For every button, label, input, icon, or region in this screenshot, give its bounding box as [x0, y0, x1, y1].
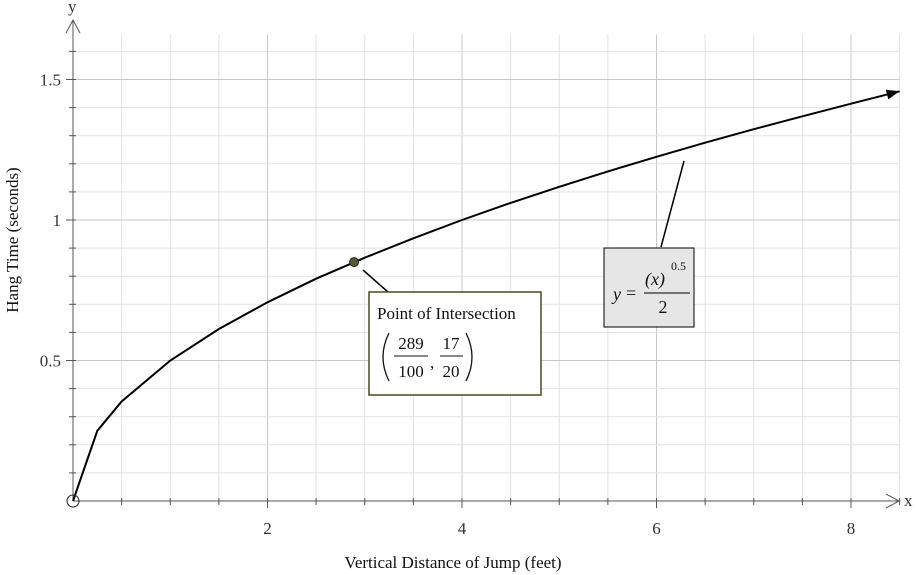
x-tick-label: 2: [263, 519, 272, 538]
y-axis-title: Hang Time (seconds): [3, 167, 22, 313]
ticks: [66, 51, 900, 508]
intersection-comma: ,: [430, 353, 435, 372]
intersection-y-denominator: 20: [442, 362, 460, 381]
equation-equals: =: [626, 283, 637, 303]
intersection-title: Point of Intersection: [377, 304, 516, 323]
annotations: [350, 258, 359, 267]
x-tick-label: 6: [652, 519, 661, 538]
x-axis-title: Vertical Distance of Jump (feet): [344, 553, 562, 572]
equation-exponent: 0.5: [671, 259, 686, 273]
y-tick-label: 1: [52, 211, 61, 230]
intersection-x-denominator: 100: [398, 362, 424, 381]
intersection-y-numerator: 17: [442, 334, 460, 353]
intersection-annotation: [363, 270, 541, 395]
x-tick-label: 8: [846, 519, 856, 538]
equation-annotation: [604, 161, 694, 327]
grid: [73, 35, 900, 501]
y-tick-label: 0.5: [39, 351, 61, 371]
x-axis-letter: x: [904, 491, 913, 510]
x-tick-label: 4: [457, 519, 467, 538]
equation-lhs: y: [613, 284, 621, 304]
intersection-x-numerator: 289: [398, 334, 424, 353]
y-axis-letter: y: [68, 0, 77, 16]
equation-leader-line: [661, 161, 684, 247]
y-tick-label: 1.5: [39, 70, 61, 90]
equation-denominator: 2: [658, 297, 668, 317]
equation-numerator: (x): [645, 269, 665, 289]
series-arrowhead: [886, 90, 900, 100]
intersection-leader-line: [363, 270, 388, 292]
intersection-marker: [350, 258, 359, 267]
axes: [66, 20, 899, 508]
